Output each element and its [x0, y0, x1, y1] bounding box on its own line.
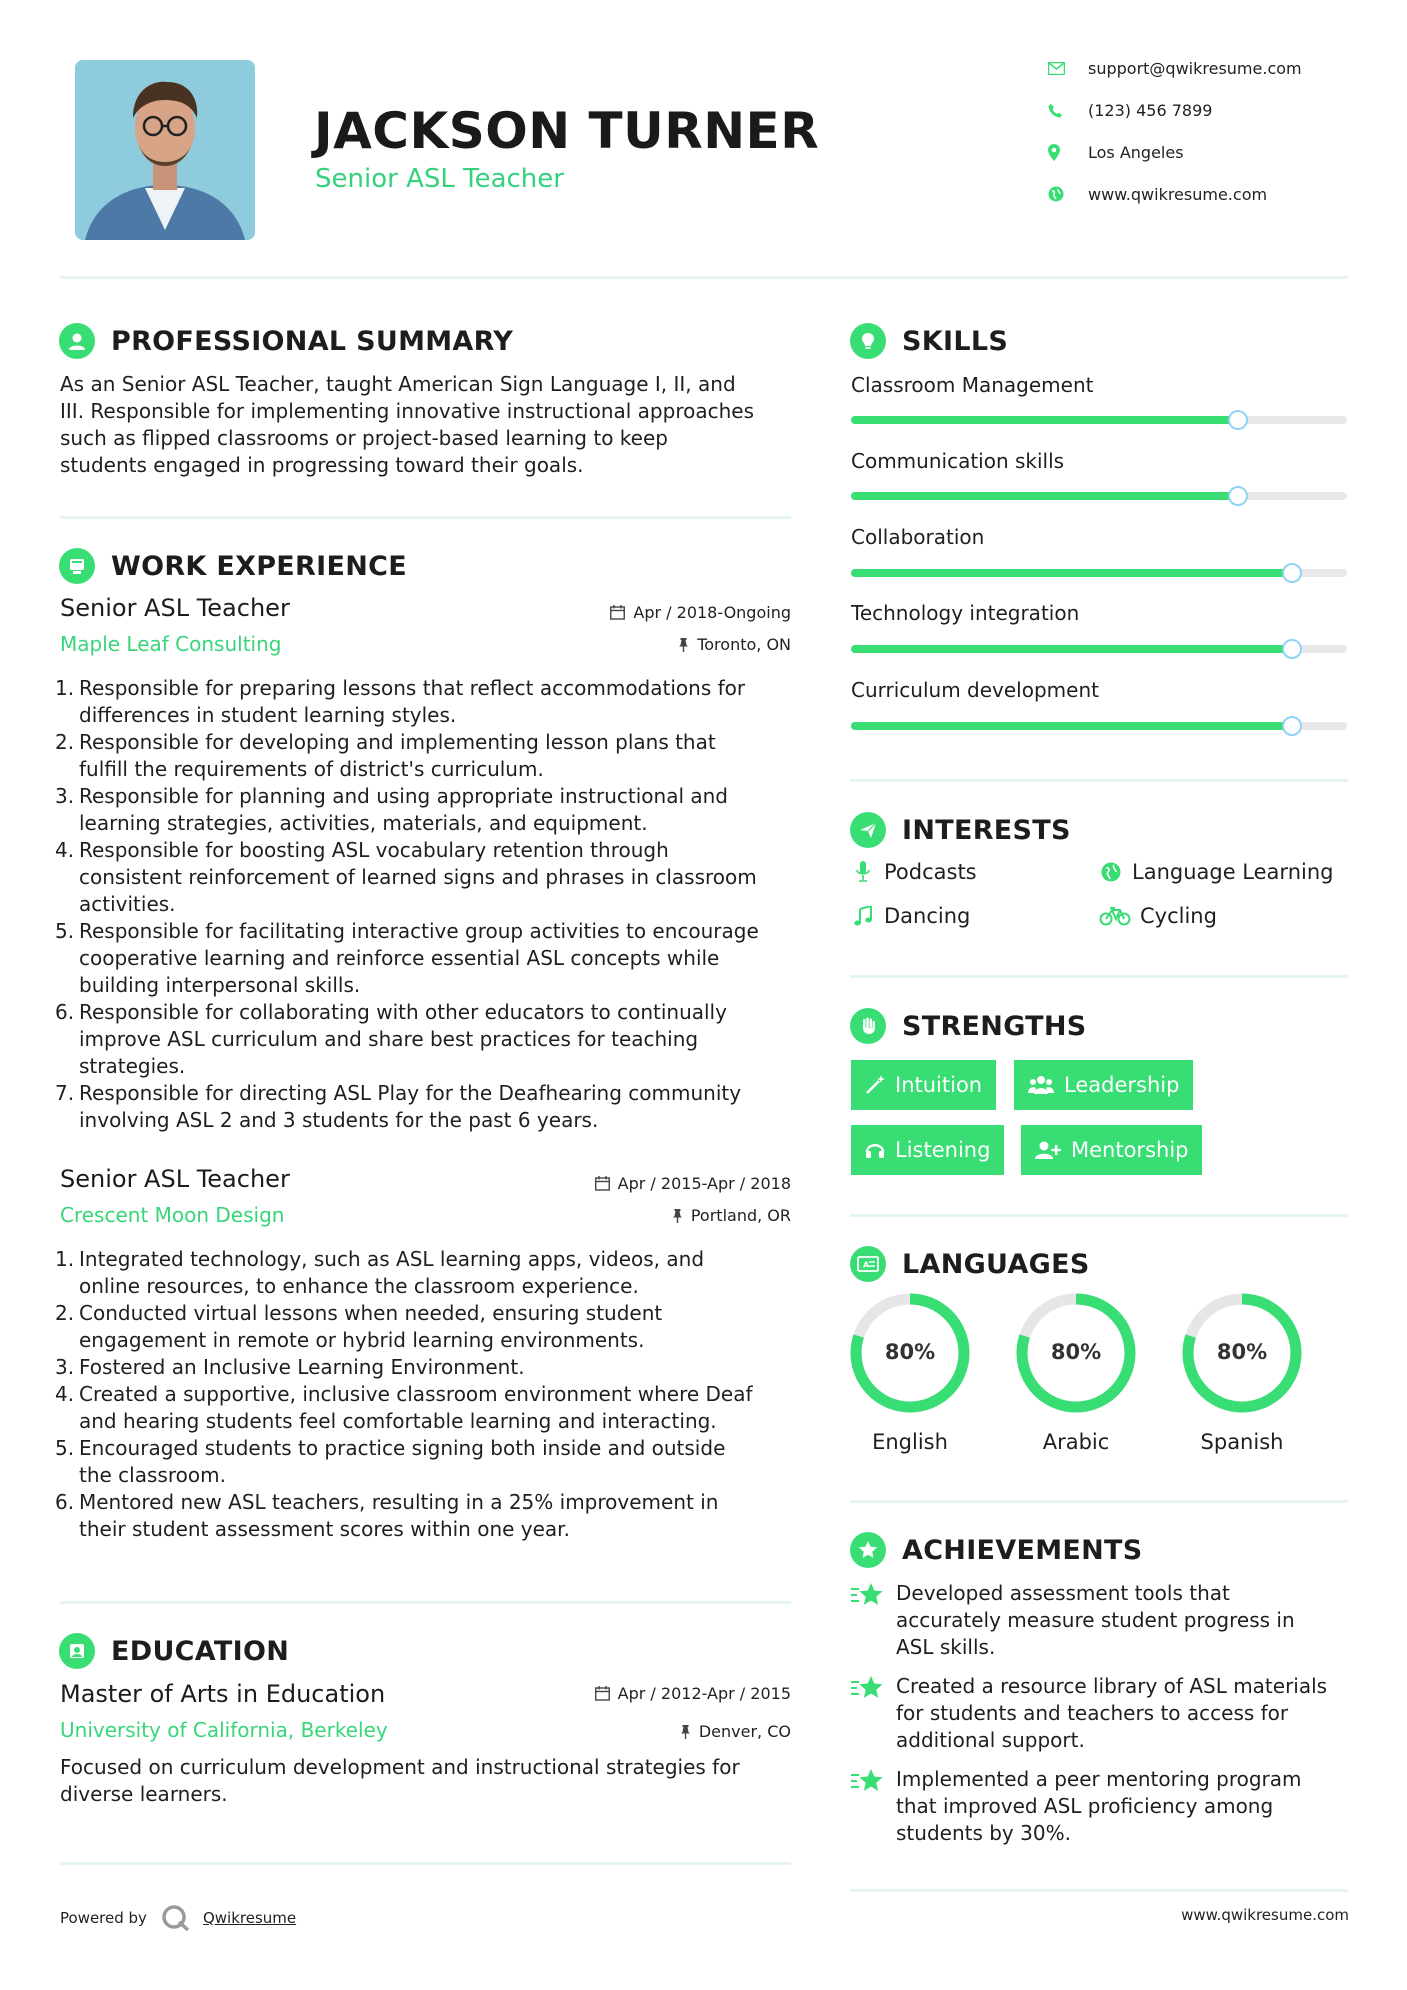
strength-label: Intuition: [895, 1073, 983, 1097]
duty-number: 3.: [55, 784, 75, 808]
achievement-line: that improved ASL proficiency among: [896, 1794, 1274, 1818]
duty-number: 5.: [55, 1436, 75, 1460]
summary-line: students engaged in progressing toward their goals.: [60, 453, 584, 477]
skill-bar-knob: [1228, 486, 1248, 506]
duty-line: their student assessment scores within one year.: [79, 1517, 570, 1541]
duty-item: [55, 837, 795, 918]
pushpin-icon: [678, 638, 689, 652]
achievement-line: students by 30%.: [896, 1821, 1071, 1845]
language-percent: 80%: [1050, 1340, 1102, 1364]
interest-label: Language Learning: [1132, 860, 1334, 884]
duty-number: 2.: [55, 1301, 75, 1325]
duty-line: Responsible for planning and using appropriate instructional and: [79, 784, 728, 808]
skill-label: Curriculum development: [851, 678, 1099, 702]
duty-line: Responsible for collaborating with other educators to continually: [79, 1000, 727, 1024]
language-name: Arabic: [1042, 1430, 1110, 1454]
bicycle-icon: [1098, 906, 1132, 926]
powered-by-label: Powered by: [60, 1909, 147, 1927]
section-divider: [850, 779, 1348, 782]
skill-bar-fill: [851, 645, 1292, 653]
envelope-icon: [1048, 58, 1074, 78]
interests-heading: [850, 812, 1071, 848]
skill-label: Technology integration: [851, 601, 1080, 625]
skill-bar-fill: [851, 569, 1292, 577]
job-location-text: Toronto, ON: [697, 635, 791, 654]
strengths-heading: [850, 1008, 1087, 1044]
duty-line: Responsible for developing and implementing lesson plans that: [79, 730, 716, 754]
strength-badge: [851, 1125, 1004, 1175]
language-card-icon: [850, 1246, 886, 1282]
work-title: WORK EXPERIENCE: [111, 550, 407, 582]
duty-number: 7.: [55, 1081, 75, 1105]
duty-line: the classroom.: [79, 1463, 226, 1487]
duty-line: and hearing students feel comfortable learning and interacting.: [79, 1409, 717, 1433]
skill-label: Communication skills: [851, 449, 1065, 473]
star-badge-icon: [850, 1532, 886, 1568]
star-icon: [851, 1673, 885, 1754]
job-header: [60, 1161, 791, 1231]
location-pin-icon: [1048, 142, 1074, 162]
user-icon: [59, 323, 95, 359]
skills-heading: [850, 323, 1008, 359]
pushpin-icon: [680, 1725, 691, 1739]
contact-phone[interactable]: [1048, 100, 1212, 120]
duty-line: activities.: [79, 892, 176, 916]
strength-badge: [851, 1060, 996, 1110]
strength-label: Mentorship: [1071, 1138, 1189, 1162]
education-location: [680, 1722, 791, 1741]
language-percent: 80%: [884, 1340, 936, 1364]
star-icon: [851, 1766, 885, 1847]
achievement-line: for students and teachers to access for: [896, 1701, 1289, 1725]
skill-bar-fill: [851, 492, 1238, 500]
duty-item: [55, 783, 795, 837]
company-name: Crescent Moon Design: [60, 1203, 285, 1227]
degree-name: Master of Arts in Education: [60, 1680, 386, 1708]
section-divider: [850, 1889, 1348, 1892]
duty-line: Responsible for facilitating interactive group activities to encourage: [79, 919, 759, 943]
education-dates: [595, 1684, 791, 1703]
job-header: [60, 590, 791, 660]
duty-item: [55, 999, 795, 1080]
achievement-text: [896, 1673, 1327, 1754]
job-location: [678, 635, 791, 654]
briefcase-icon: [59, 548, 95, 584]
contact-location: [1048, 142, 1184, 162]
interest-label: Cycling: [1140, 904, 1217, 928]
svg-text:A: A: [863, 1260, 870, 1270]
languages-title: LANGUAGES: [902, 1248, 1090, 1280]
education-line: Focused on curriculum development and instructional strategies for: [60, 1755, 740, 1779]
education-description: [60, 1754, 820, 1808]
skill-bar-fill: [851, 722, 1292, 730]
duty-item: [55, 1246, 795, 1300]
duty-item: [55, 1489, 795, 1543]
phone-icon: [1048, 100, 1074, 120]
contact-email-text: support@qwikresume.com: [1088, 58, 1302, 78]
languages-heading: [850, 1246, 1090, 1282]
qwikresume-link[interactable]: Qwikresume: [202, 1909, 297, 1927]
contact-website[interactable]: [1048, 184, 1267, 204]
skill-label: Collaboration: [851, 525, 985, 549]
user-plus-icon: [1035, 1140, 1061, 1160]
achievement-line: additional support.: [896, 1728, 1085, 1752]
job-dates: [595, 1174, 791, 1193]
achievement-line: Developed assessment tools that: [896, 1581, 1230, 1605]
duty-line: Created a supportive, inclusive classroom environment where Deaf: [79, 1382, 753, 1406]
profile-photo: [75, 60, 255, 240]
contact-website-text: www.qwikresume.com: [1088, 184, 1268, 204]
job-title: Senior ASL Teacher: [60, 594, 290, 622]
interest-label: Dancing: [884, 904, 971, 928]
interest-item: [1098, 904, 1217, 928]
job-duties-list: [55, 1246, 795, 1543]
interest-item: [850, 860, 977, 884]
duty-line: learning strategies, activities, materials, and equipment.: [79, 811, 648, 835]
duty-line: Encouraged students to practice signing both inside and outside: [79, 1436, 726, 1460]
duty-line: engagement in remote or hybrid learning environments.: [79, 1328, 645, 1352]
skill-bar: [851, 416, 1347, 424]
duty-line: Responsible for boosting ASL vocabulary retention through: [79, 838, 669, 862]
duty-item: [55, 918, 795, 999]
language-name: English: [872, 1430, 948, 1454]
section-divider: [60, 516, 791, 519]
achievement-text: [896, 1766, 1302, 1847]
duty-item: [55, 729, 795, 783]
job-dates-text: Apr / 2015-Apr / 2018: [617, 1174, 791, 1193]
duty-line: Responsible for preparing lessons that reflect accommodations for: [79, 676, 746, 700]
lightbulb-icon: [850, 323, 886, 359]
skill-bar-knob: [1282, 563, 1302, 583]
contact-location-text: Los Angeles: [1088, 142, 1184, 162]
duty-line: building interpersonal skills.: [79, 973, 361, 997]
strength-badge: [1021, 1125, 1202, 1175]
calendar-icon: [595, 1686, 610, 1701]
duty-item: [55, 1435, 795, 1489]
duty-item: [55, 1354, 795, 1381]
education-title: EDUCATION: [111, 1635, 290, 1667]
education-heading: [59, 1633, 289, 1669]
graduation-icon: [59, 1633, 95, 1669]
duty-line: differences in student learning styles.: [79, 703, 457, 727]
duty-line: cooperative learning and reinforce essential ASL concepts while: [79, 946, 720, 970]
calendar-icon: [610, 605, 625, 620]
footer-website[interactable]: www.qwikresume.com: [1181, 1906, 1349, 1924]
duty-line: consistent reinforcement of learned signs and phrases in classroom: [79, 865, 757, 889]
duty-number: 6.: [55, 1000, 75, 1024]
skill-bar-knob: [1282, 639, 1302, 659]
powered-by: [60, 1904, 296, 1932]
globe-icon: [1048, 184, 1074, 204]
paper-plane-icon: [850, 812, 886, 848]
skills-title: SKILLS: [902, 325, 1009, 357]
hand-icon: [850, 1008, 886, 1044]
duty-line: online resources, to enhance the classroom experience.: [79, 1274, 639, 1298]
job-dates-text: Apr / 2018-Ongoing: [633, 603, 791, 622]
interest-item: [850, 904, 970, 928]
summary-title: PROFESSIONAL SUMMARY: [111, 325, 514, 357]
microphone-icon: [850, 861, 876, 883]
achievements-heading: [850, 1532, 1143, 1568]
skill-bar-knob: [1228, 410, 1248, 430]
skill-bar: [851, 645, 1347, 653]
language-name: Spanish: [1200, 1430, 1284, 1454]
summary-heading: [59, 323, 513, 359]
job-title: Senior ASL Teacher: [60, 1165, 290, 1193]
duty-line: Fostered an Inclusive Learning Environment.: [79, 1355, 525, 1379]
achievement-line: Implemented a peer mentoring program: [896, 1767, 1302, 1791]
header-divider: [60, 276, 1348, 279]
job-location-text: Portland, OR: [690, 1206, 791, 1225]
skill-bar: [851, 722, 1347, 730]
duty-line: Responsible for directing ASL Play for the Deafhearing community: [79, 1081, 742, 1105]
magic-wand-icon: [865, 1075, 885, 1095]
duty-number: 4.: [55, 838, 75, 862]
duty-item: [55, 1080, 795, 1134]
candidate-title: Senior ASL Teacher: [315, 164, 564, 194]
duty-number: 1.: [55, 1247, 75, 1271]
calendar-icon: [595, 1176, 610, 1191]
duty-line: strategies.: [79, 1054, 186, 1078]
duty-line: improve ASL curriculum and share best practices for teaching: [79, 1027, 699, 1051]
section-divider: [60, 1601, 791, 1604]
work-heading: [59, 548, 407, 584]
section-divider: [850, 1214, 1348, 1217]
job-duties-list: [55, 675, 795, 1134]
interest-label: Podcasts: [884, 860, 977, 884]
school-name: University of California, Berkeley: [60, 1718, 388, 1742]
summary-line: As an Senior ASL Teacher, taught American Sign Language I, II, and: [60, 372, 736, 396]
education-line: diverse learners.: [60, 1782, 228, 1806]
pushpin-icon: [672, 1209, 683, 1223]
duty-line: involving ASL 2 and 3 students for the past 6 years.: [79, 1108, 599, 1132]
strength-label: Leadership: [1064, 1073, 1180, 1097]
education-location-text: Denver, CO: [698, 1722, 791, 1741]
achievements-title: ACHIEVEMENTS: [902, 1534, 1143, 1566]
globe-icon: [1098, 862, 1124, 882]
summary-text: [60, 371, 820, 479]
job-dates: [610, 603, 791, 622]
achievement-text: [896, 1580, 1295, 1661]
skill-bar-knob: [1282, 716, 1302, 736]
achievement-item: [851, 1766, 1351, 1847]
strength-badge: [1014, 1060, 1193, 1110]
music-note-icon: [850, 906, 876, 926]
summary-line: III. Responsible for implementing innovative instructional approaches: [60, 399, 754, 423]
duty-number: 3.: [55, 1355, 75, 1379]
contact-phone-text: (123) 456 7899: [1088, 100, 1213, 120]
duty-number: 4.: [55, 1382, 75, 1406]
summary-line: such as flipped classrooms or project-based learning to keep: [60, 426, 668, 450]
company-name: Maple Leaf Consulting: [60, 632, 282, 656]
education-dates-text: Apr / 2012-Apr / 2015: [617, 1684, 791, 1703]
group-icon: [1028, 1075, 1054, 1095]
duty-number: 6.: [55, 1490, 75, 1514]
duty-item: [55, 675, 795, 729]
achievement-line: accurately measure student progress in: [896, 1608, 1295, 1632]
duty-item: [55, 1300, 795, 1354]
skill-bar-fill: [851, 416, 1238, 424]
skill-bar: [851, 492, 1347, 500]
duty-number: 1.: [55, 676, 75, 700]
star-icon: [851, 1580, 885, 1661]
duty-line: Conducted virtual lessons when needed, ensuring student: [79, 1301, 663, 1325]
education-entry: [60, 1676, 791, 1746]
duty-line: Integrated technology, such as ASL learning apps, videos, and: [79, 1247, 705, 1271]
candidate-name: JACKSON TURNER: [314, 102, 820, 160]
section-divider: [850, 1500, 1348, 1503]
achievement-line: Created a resource library of ASL materials: [896, 1674, 1328, 1698]
contact-email[interactable]: [1048, 58, 1302, 78]
duty-line: fulfill the requirements of district's curriculum.: [79, 757, 544, 781]
strength-label: Listening: [895, 1138, 991, 1162]
language-percent: 80%: [1216, 1340, 1268, 1364]
achievement-item: [851, 1580, 1351, 1661]
section-divider: [60, 1862, 791, 1865]
section-divider: [850, 975, 1348, 978]
qwikresume-logo-icon: [161, 1904, 191, 1932]
achievement-item: [851, 1673, 1351, 1754]
duty-item: [55, 1381, 795, 1435]
skill-bar: [851, 569, 1347, 577]
duty-line: Mentored new ASL teachers, resulting in a 25% improvement in: [79, 1490, 719, 1514]
duty-number: 5.: [55, 919, 75, 943]
interest-item: [1098, 860, 1333, 884]
job-location: [672, 1206, 791, 1225]
achievement-line: ASL skills.: [896, 1635, 996, 1659]
duty-number: 2.: [55, 730, 75, 754]
strengths-title: STRENGTHS: [902, 1010, 1087, 1042]
interests-title: INTERESTS: [902, 814, 1071, 846]
skill-label: Classroom Management: [851, 373, 1094, 397]
headphones-icon: [865, 1140, 885, 1160]
